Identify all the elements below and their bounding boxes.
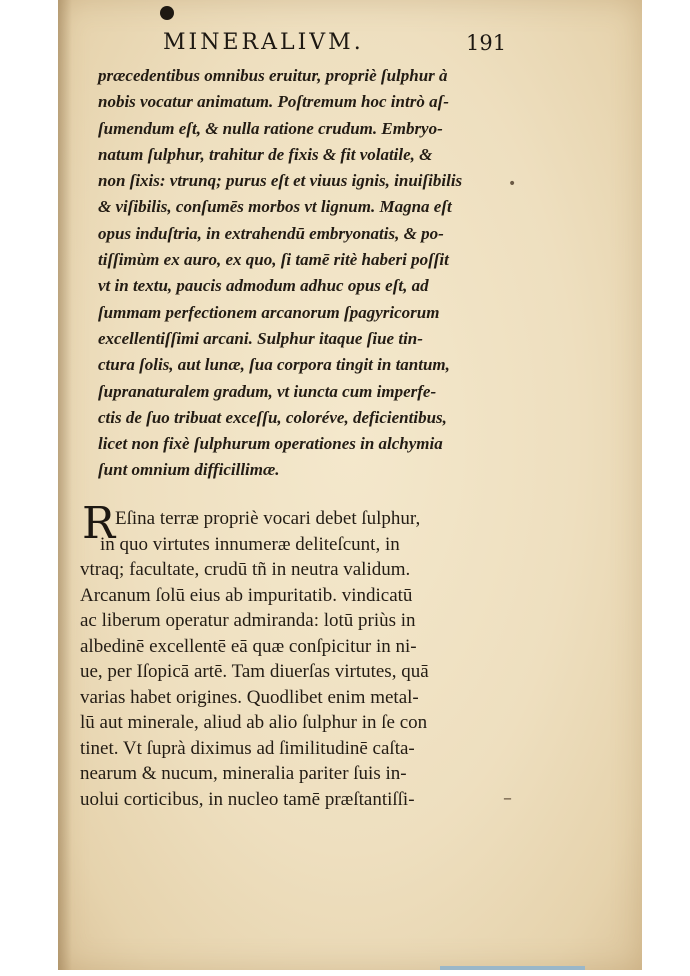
text-line: ſummam perfectionem arcanorum ſpagyricorum [98,302,440,322]
running-title: MINERALIVM. [163,30,364,55]
text-line: varias habet origines. Quodlibet enim metal- [80,686,419,708]
text-line: uolui corticibus, in nucleo tamē præſtantiſſi- [80,788,415,810]
margin-mark: • [508,176,517,192]
text-line: ſupranaturalem gradum, vt iuncta cum imperfe- [98,381,437,401]
spine-shadow [58,0,72,970]
text-line: ſunt omnium difficillimæ. [98,460,280,480]
text-line: ue, per Iſopicā artē. Tam diuerſas virtutes, quā [80,661,429,682]
italic-paragraph [98,63,508,484]
text-line: ctura ſolis, aut lunæ, ſua corpora tingit in tantum, [98,355,450,375]
page-edge-strip [440,966,585,970]
text-line: ac liberum operatur admiranda: lotū priùs in [80,610,416,631]
margin-dash: – [503,788,512,809]
text-line: albedinē excellentē eā quæ conſpicitur in ni- [80,635,417,657]
text-line: nobis vocatur animatum. Poſtremum hoc intrò aſ- [98,92,449,112]
text-line: tiſſimùm ex auro, ex quo, ſi tamē ritè haberi poſſit [98,250,449,270]
text-line: tinet. Vt ſuprà diximus ad ſimilitudinē caſta- [80,737,415,759]
text-line: Eſina terræ propriè vocari debet ſulphur, [115,508,421,529]
drop-cap: R [82,498,116,549]
ink-blot [160,6,174,20]
text-line: non ſixis: vtrunq; purus eſt et viuus ignis, inuiſibilis [98,171,463,191]
text-line: natum ſulphur, trahitur de fixis & fit volatile, & [98,144,433,164]
text-line: nearum & nucum, mineralia pariter ſuis in- [80,763,407,784]
text-line: ctis de ſuo tribuat exceſſu, coloréve, deficientibus, [98,407,447,427]
text-line: Arcanum ſolū eius ab impuritatib. vindicatū [80,584,413,606]
text-line: ſumendum eſt, & nulla ratione crudum. Embryo- [98,118,443,138]
page-number: 191 [466,31,507,55]
text-line: in quo virtutes innumeræ deliteſcunt, in [100,533,400,555]
roman-paragraph [80,506,505,812]
text-line: vt in textu, paucis admodum adhuc opus eſt, ad [98,276,429,296]
text-line: vtraq; facultate, crudū tñ in neutra validum. [80,559,411,580]
text-line: excellentiſſimi arcani. Sulphur itaque ſiue tin- [98,328,423,348]
text-line: opus induſtria, in extrahendū embryonatis, & po- [98,223,444,243]
text-line: licet non fixè ſulphurum operationes in alchymia [98,434,443,454]
text-line: & viſibilis, conſumēs morbos vt lignum. Magna eſt [98,197,452,217]
text-line: præcedentibus omnibus eruitur, propriè ſulphur à [98,66,448,85]
text-line: lū aut minerale, aliud ab alio ſulphur in ſe con [80,712,428,733]
